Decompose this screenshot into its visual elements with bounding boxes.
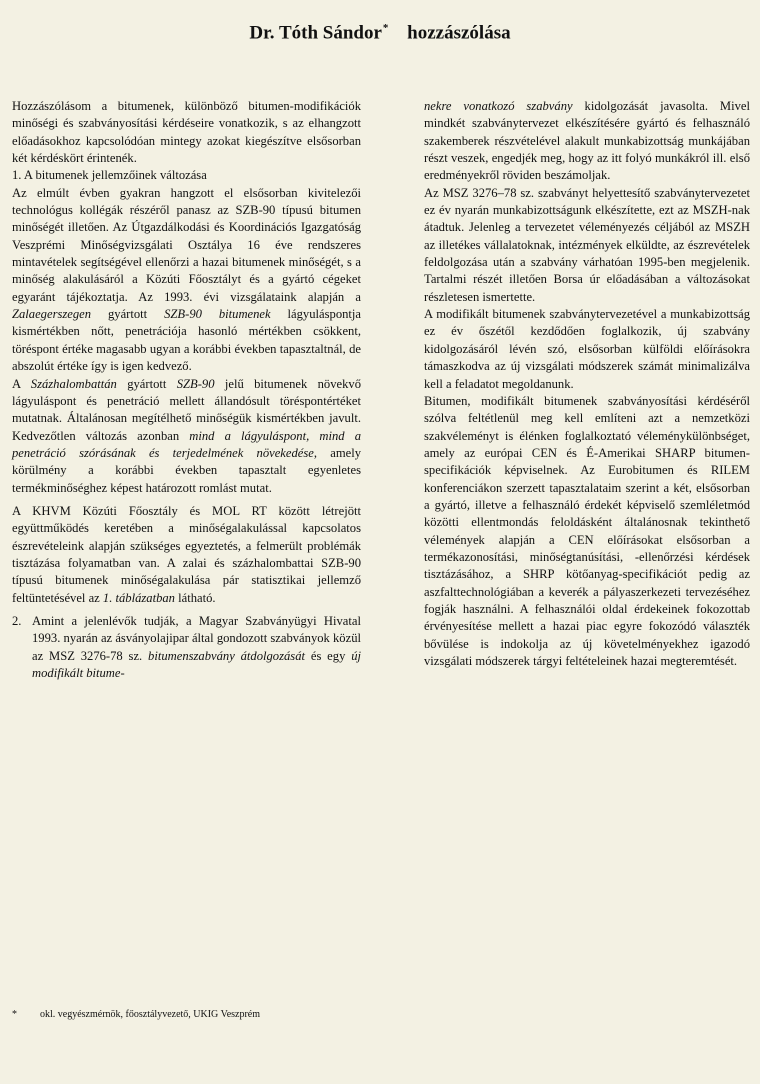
- title-suffix: hozzászólása: [407, 22, 511, 44]
- paragraph-zalaegerszeg: Az elmúlt évben gyakran hangzott el elsősorban kivitelezői technológus kollégák részéről panasz az SZB-90 típusú bitumen minőségét illetően. Az Útgazdálkodási és Koordinációs Igazgatóság Veszprémi Minőségvizsgálati Osztálya 16 éve rendszeres mintavételek segítségével ellenőrzi a hazai bitumenek minőségét, s a minőség alakulásáról a Közúti Főosztályt és a gyártó cégeket egyaránt tájékoztatja. Az 1993. évi vizsgálataink alapján a Zalaegerszegen gyártott SZB-90 bitumenek lágyuláspontja kismértékben nőtt, penetrációja hasonló mértékben csökkent, töréspont értéke magasabb ugyan a korábbi években tapasztaltnál, de abszolút értéke így is igen kedvező.: [12, 185, 361, 374]
- paragraph-szazhalombatta: A Százhalombattán gyártott SZB-90 jelű bitumenek növekvő lágyuláspont és penetráció mellett állandósult töréspontértéket mutatnak. Általánosan megítélhető minőségük kismértékben javult. Kedvezőtlen változás azonban mind a lágyuláspont, mind a penetráció szórásának és terjedelmének növekedése, amely körülmény a korábbi években tapasztalt egyenletes termékminőséghez képest határozott romlást mutat.: [12, 376, 361, 495]
- section-2-text: Amint a jelenlévők tudják, a Magyar Szabványügyi Hivatal 1993. nyarán az ásványolajipar által gondozott szabványok közül az MSZ 3276-78 sz. bitumenszabvány átdolgozását és egy új modifikált bitume-: [32, 613, 361, 680]
- right-column: [424, 98, 750, 670]
- footnote-text: okl. vegyészmérnök, főosztályvezető, UKIG Veszprém: [40, 1009, 261, 1020]
- paragraph-msz-3276: Az MSZ 3276–78 sz. szabványt helyettesítő szabványtervezetet ez év nyarán munkabizottságunk elkészítette, ezt az MSZH-nak átadtuk. Jelenleg a tervezetet véleményezés céljából az MSZH az illetékes vállalatoknak, intézmények elküldte, az észrevételek feldolgozása után a szabvány várhatóan 1995-ben megjelenik. Tartalmi részét illetően Borsa úr előadásában a változásokat részletesen ismertette.: [424, 185, 750, 304]
- author-name: Dr. Tóth Sándor: [249, 22, 382, 44]
- paragraph-continuation: nekre vonatkozó szabvány kidolgozását javasolta. Mivel mindkét szabványtervezet elkészítésére gyártó és felhasználó szakemberek részvételével alakult munkabizottság munkájában részt veszek, engedjék meg, hogy az itt folyó munkákról ill. első eredményekről röviden beszámoljak.: [424, 99, 751, 183]
- paragraph-cen-shrp: Bitumen, modifikált bitumenek szabványosítási kérdéséről szólva feltétlenül meg kell említeni azt a nemzetközi szakvéleményt is élénken foglalkoztató véleménykülönbséget, amely az európai CEN és É-Amerikai SHARP bitumen-specifikációk képviselnek. Az Eurobitumen és RILEM konferenciákon szerzett tapasztalataim szerint a két, elsősorban a gyártó, illetve a felhasználó érdekét képviselő szemléletmód közötti ellentmondás feloldásként általánosnak tekinthető vélemények alapján a CEN előírásokat elsősorban a termékazonosítási, minőségtanúsítási, -ellenőrzési kérdések tisztázásához, a SHRP kötőanyag-specifikációt pedig az aszfalttechnológiában a keverék a pályaszerkezeti tervezéséhez fogják használni. A felhasználói oldal érdekeinek fokozottab érvényesítése mellett a hazai piac egyre fokozódó választék bővülése is indokolja az új követelményekhez igazodó vizsgálati módszerek tárgyi feltételeinek hazai megteremtését.: [424, 393, 750, 668]
- footnote-marker: *: [382, 22, 389, 34]
- footnote: [12, 1009, 260, 1020]
- left-column: [12, 98, 361, 682]
- section-2-number: 2.: [12, 613, 22, 628]
- intro-paragraph: Hozzászólásom a bitumenek, különböző bitumen-modifikációk minőségi és szabványosítási kérdéseire vonatkozik, s az elhangzott előadásokhoz kapcsolódóan mintegy azokat kiegészítve elsősorban két kérdéskört érintenék.: [12, 99, 361, 166]
- paragraph-khvm-mol: A KHVM Közúti Főosztály és MOL RT között létrejött együttműködés keretében a minőségalakulással kapcsolatos észrevételeink alapján szükséges egyeztetés, a felmerült problémák tisztázása folyamatban van. A zalai és százhalombattai SZB-90 típusú bitumenek minőségalakulása pár statisztikai jellemző feltüntetésével az 1. táblázatban látható.: [12, 503, 361, 605]
- footnote-mark: *: [12, 1009, 17, 1020]
- page-title: [0, 22, 760, 44]
- section-1-heading: 1. A bitumenek jellemzőinek változása: [12, 168, 207, 183]
- paragraph-modified-bitumen: A modifikált bitumenek szabványtervezetével a munkabizottság ez év őszétől kezdődően foglalkozik, új szabvány kidolgozásáról lévén szó, elsősorban külföldi előírásokra támaszkodva az új vizsgálati módszerek számát minimalizálva kell a feladatot megoldanunk.: [424, 307, 750, 391]
- section-2: [12, 613, 361, 682]
